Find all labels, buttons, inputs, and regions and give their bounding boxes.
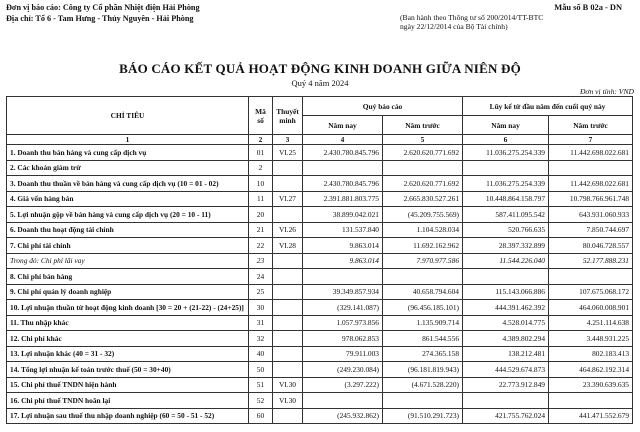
row-code: 24 [249,269,273,285]
header-chi-tieu: CHỈ TIÊU [7,97,249,135]
value-ytd-previous: 80.046.728.557 [549,238,633,254]
row-label: 2. Các khoản giảm trừ [7,160,249,176]
report-unit-header [6,3,200,24]
table-row [7,300,633,316]
table-row [7,269,633,285]
row-note [273,269,303,285]
report-title: BÁO CÁO KẾT QUẢ HOẠT ĐỘNG KINH DOANH GIỮA NIÊN ĐỘ [119,61,521,76]
value-ytd-current: 11.036.275.254.339 [463,145,549,161]
form-code: Mẫu số B 02a - DN [554,3,622,12]
value-ytd-previous: 441.471.552.679 [549,408,633,424]
value-ytd-current: 22.773.912.849 [463,377,549,393]
table-row [7,207,633,223]
row-code: 21 [249,222,273,238]
header-q-nam-truoc: Năm trước [383,116,463,135]
row-code: 2 [249,160,273,176]
form-note-line-2: ngày 22/12/2014 của Bộ Tài chính) [400,22,508,32]
row-note: VI.30 [273,393,303,409]
value-ytd-current [463,160,549,176]
row-code: 11 [249,191,273,207]
row-code: 23 [249,253,273,269]
value-quarter-current: (249.230.084) [303,362,383,378]
value-ytd-previous: 802.183.413 [549,346,633,362]
value-quarter-previous: 40.658.794.604 [383,284,463,300]
row-note [273,331,303,347]
table-row [7,284,633,300]
value-ytd-current: 520.766.635 [463,222,549,238]
row-label: 4. Giá vốn hàng bán [7,191,249,207]
value-quarter-previous: (45.209.755.569) [383,207,463,223]
value-ytd-current: 11.036.275.254.339 [463,176,549,192]
value-ytd-current: 115.143.066.886 [463,284,549,300]
header-quy-bao-cao: Quý báo cáo [303,97,463,116]
value-quarter-current [303,269,383,285]
row-code: 60 [249,408,273,424]
value-ytd-previous: 4.251.114.638 [549,315,633,331]
value-ytd-previous: 10.798.766.961.748 [549,191,633,207]
value-ytd-previous: 11.442.698.022.681 [549,176,633,192]
table-row [7,160,633,176]
row-note [273,346,303,362]
table-row [7,222,633,238]
reporting-unit-line: Đơn vị báo cáo: Công ty Cổ phần Nhiệt điện Hải Phòng [6,3,200,12]
value-ytd-current: 4.528.014.775 [463,315,549,331]
row-note [273,207,303,223]
row-label: Trong đó: Chi phí lãi vay [7,253,249,269]
value-quarter-previous [383,269,463,285]
table-row [7,377,633,393]
row-code: 22 [249,238,273,254]
row-note [273,253,303,269]
row-label: 3. Doanh thu thuần về bán hàng và cung cấp dịch vụ (10 = 01 - 02) [7,176,249,192]
table-row [7,331,633,347]
row-note: VI.25 [273,145,303,161]
value-quarter-previous: (91.510.291.723) [383,408,463,424]
value-ytd-previous: 643.931.060.933 [549,207,633,223]
row-label: 6. Doanh thu hoạt động tài chính [7,222,249,238]
value-ytd-current: 10.448.864.158.797 [463,191,549,207]
address-line: Địa chỉ: Tổ 6 - Tam Hưng - Thủy Nguyên - Hải Phòng [6,13,194,23]
table-row [7,346,633,362]
table-row [7,393,633,409]
row-label: 12. Chi phí khác [7,331,249,347]
row-note [273,160,303,176]
value-quarter-previous: 1.135.909.714 [383,315,463,331]
column-number: 2 [249,135,273,145]
value-quarter-current: 131.537.840 [303,222,383,238]
row-label: 1. Doanh thu bán hàng và cung cấp dịch vụ [7,145,249,161]
value-ytd-current: 421.755.762.024 [463,408,549,424]
row-label: 14. Tổng lợi nhuận kế toán trước thuế (50 = 30+40) [7,362,249,378]
row-label: 16. Chi phí thuế TNDN hoãn lại [7,393,249,409]
row-label: 8. Chi phí bán hàng [7,269,249,285]
currency-unit: Đơn vị tính: VND [579,87,634,96]
row-note: VI.30 [273,377,303,393]
header-q-nam-nay: Năm nay [303,116,383,135]
value-quarter-current: 39.349.857.934 [303,284,383,300]
value-ytd-previous: 107.675.068.172 [549,284,633,300]
row-code: 51 [249,377,273,393]
header-ma-so: Mã số [249,97,273,135]
value-quarter-previous: (96.456.185.101) [383,300,463,316]
row-note [273,300,303,316]
value-quarter-current: 2.430.780.845.796 [303,176,383,192]
row-label: 9. Chi phí quản lý doanh nghiệp [7,284,249,300]
value-ytd-previous: 23.390.639.635 [549,377,633,393]
column-number: 4 [303,135,383,145]
value-quarter-current [303,393,383,409]
table-row [7,191,633,207]
row-label: 15. Chi phí thuế TNDN hiện hành [7,377,249,393]
row-note: VI.27 [273,191,303,207]
column-number: 6 [463,135,549,145]
row-code: 50 [249,362,273,378]
value-ytd-previous: 11.442.698.022.681 [549,145,633,161]
table-row [7,408,633,424]
value-quarter-current: 978.062.853 [303,331,383,347]
row-code: 32 [249,331,273,347]
column-number: 1 [7,135,249,145]
value-quarter-current: 9.863.014 [303,253,383,269]
row-code: 52 [249,393,273,409]
income-statement-table [6,96,633,424]
row-code: 01 [249,145,273,161]
value-ytd-previous: 52.177.888.231 [549,253,633,269]
value-quarter-current: 1.057.973.856 [303,315,383,331]
value-ytd-previous [549,393,633,409]
table-row [7,362,633,378]
row-code: 20 [249,207,273,223]
form-header [400,3,636,32]
value-ytd-current [463,393,549,409]
value-ytd-previous: 3.448.931.225 [549,331,633,347]
value-quarter-current: 2.391.881.803.775 [303,191,383,207]
header-luy-ke: Lũy kế từ đầu năm đến cuối quý này [463,97,633,116]
column-number: 5 [383,135,463,145]
row-note [273,408,303,424]
header-lk-nam-truoc: Năm trước [549,116,633,135]
row-code: 10 [249,176,273,192]
value-quarter-current [303,160,383,176]
row-note [273,284,303,300]
column-number-row [7,135,633,145]
value-ytd-current: 28.397.332.899 [463,238,549,254]
column-number: 3 [273,135,303,145]
value-quarter-previous: 2.620.620.771.692 [383,176,463,192]
value-quarter-current: (245.932.862) [303,408,383,424]
value-ytd-current: 587.411.095.542 [463,207,549,223]
value-quarter-previous: 11.692.162.962 [383,238,463,254]
row-code: 30 [249,300,273,316]
value-ytd-current [463,269,549,285]
value-quarter-previous [383,160,463,176]
value-ytd-current: 4.389.802.294 [463,331,549,347]
table-row [7,253,633,269]
report-period: Quý 4 năm 2024 [291,78,349,88]
row-label: 10. Lợi nhuận thuần từ hoạt động kinh doanh [30 = 20 + (21-22) - (24+25)] [7,300,249,316]
value-ytd-previous: 464.862.192.314 [549,362,633,378]
row-label: 13. Lợi nhuận khác (40 = 31 - 32) [7,346,249,362]
row-note [273,315,303,331]
table-row [7,176,633,192]
value-quarter-current: 38.899.042.021 [303,207,383,223]
value-ytd-current: 444.391.462.392 [463,300,549,316]
value-quarter-previous: 2.620.620.771.692 [383,145,463,161]
value-quarter-current: (3.297.222) [303,377,383,393]
table-row [7,315,633,331]
row-note: VI.26 [273,222,303,238]
header-lk-nam-nay: Năm nay [463,116,549,135]
value-quarter-previous: (4.671.528.220) [383,377,463,393]
form-note-line-1: (Ban hành theo Thông tư số 200/2014/TT-BTC [400,12,544,22]
value-quarter-previous: 274.365.158 [383,346,463,362]
row-label: 7. Chi phí tài chính [7,238,249,254]
value-quarter-previous: (96.181.819.943) [383,362,463,378]
header-thuyet-minh: Thuyết minh [273,97,303,135]
value-ytd-current: 444.529.674.873 [463,362,549,378]
row-code: 40 [249,346,273,362]
value-ytd-current: 138.212.481 [463,346,549,362]
value-quarter-current: (329.141.087) [303,300,383,316]
row-label: 17. Lợi nhuận sau thuế thu nhập doanh nghiệp (60 = 50 - 51 - 52) [7,408,249,424]
value-ytd-previous [549,160,633,176]
value-quarter-current: 79.911.003 [303,346,383,362]
row-label: 5. Lợi nhuận gộp về bán hàng và cung cấp dịch vụ (20 = 10 - 11) [7,207,249,223]
value-quarter-previous: 2.665.830.527.261 [383,191,463,207]
value-ytd-previous [549,269,633,285]
table-body [7,145,633,424]
value-quarter-previous: 7.970.977.586 [383,253,463,269]
table-row [7,145,633,161]
value-ytd-previous: 464.060.008.901 [549,300,633,316]
table-row [7,238,633,254]
column-number: 7 [549,135,633,145]
value-quarter-previous [383,393,463,409]
value-quarter-current: 9.863.014 [303,238,383,254]
row-note: VI.28 [273,238,303,254]
value-quarter-previous: 861.544.556 [383,331,463,347]
value-quarter-current: 2.430.780.845.796 [303,145,383,161]
value-ytd-previous: 7.850.744.697 [549,222,633,238]
row-note [273,176,303,192]
value-ytd-current: 11.544.226.040 [463,253,549,269]
row-code: 25 [249,284,273,300]
row-note [273,362,303,378]
row-code: 31 [249,315,273,331]
value-quarter-previous: 1.104.528.034 [383,222,463,238]
row-label: 11. Thu nhập khác [7,315,249,331]
